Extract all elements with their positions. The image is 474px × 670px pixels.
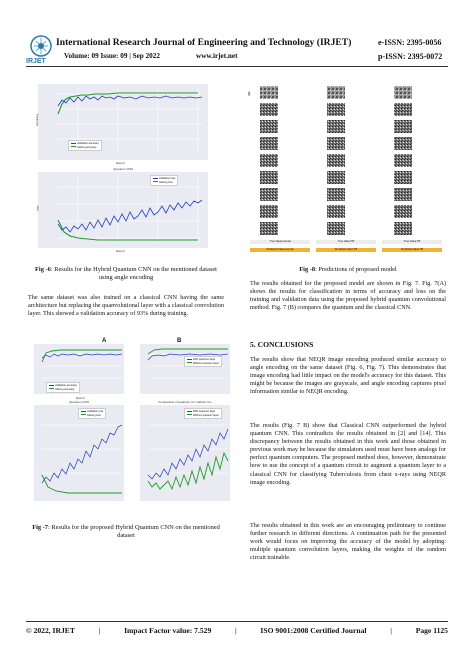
- website: www.irjet.net: [196, 52, 238, 60]
- fig7b-loss-title: Comparison of quantum cnn without cnn: [158, 400, 212, 404]
- fig8-pred-label-2: Predicted Value:TB: [316, 248, 376, 252]
- fig7a-loss-legend: [78, 408, 106, 419]
- fig8-grid-svg: [248, 84, 444, 260]
- fig7a-loss-plot: [34, 405, 124, 501]
- fig7a-loss-legend-val: validation loss: [87, 410, 104, 413]
- volume-info: Volume: 09 Issue: 09 | Sep 2022: [64, 52, 160, 60]
- footer-impact: Impact Factor value: 7.529: [124, 626, 212, 635]
- irjet-logo-icon: [29, 34, 53, 60]
- fig7a-acc-legend-train: training accuracy: [55, 387, 75, 391]
- fig7a-acc-legend-val: validation accuracy: [55, 384, 78, 387]
- fig6-loss-title: Quantum CNN: [113, 167, 133, 171]
- fig8-pred-label-3: Predicted Value:TB: [382, 248, 442, 252]
- fig6-loss-legend: [150, 175, 178, 186]
- fig8-caption-label: Fig -8: [299, 266, 316, 273]
- svg-text:Qbit: Qbit: [248, 91, 251, 96]
- left-paragraph: The same dataset was also trained on a classical CNN having the same architecture but replacing the quanvolutional layer with a classical convolution layer. This showed a validation accuracy of 93% during training.: [28, 294, 224, 318]
- fig7-caption-label: Fig -7: [32, 524, 48, 531]
- fig8-image-tiles: [260, 86, 412, 235]
- footer-sep-2: |: [235, 626, 237, 635]
- fig6-loss-legend-train: training loss: [159, 180, 173, 184]
- fig7-caption-text: : Results for the proposed Hybrid Quantum CNN on the mentioned dataset: [47, 524, 220, 539]
- fig8-true-label-3: True Value:TB: [382, 240, 442, 244]
- fig7b-loss-plot: [140, 405, 230, 501]
- fig6-caption: [28, 266, 224, 282]
- fig6-train-acc-line: [58, 93, 198, 114]
- page-header: [0, 0, 474, 72]
- fig6-train-loss-line: [58, 220, 198, 240]
- fig6-caption-label: Fig -6: [35, 266, 51, 273]
- fig8-true-label-1: True Value:normal: [250, 240, 310, 244]
- fig8-true-label-2: True Value:TB: [316, 240, 376, 244]
- fig6-acc-legend-val: validation accuracy: [77, 142, 100, 145]
- conclusions-heading: 5. CONCLUSIONS: [250, 340, 314, 349]
- fig7b-acc-legend: [184, 356, 222, 367]
- fig6-accuracy-svg: [38, 84, 208, 160]
- fig7-panel-b-label: B: [177, 338, 182, 344]
- fig6-loss-plot: [35, 172, 208, 248]
- fig7b-acc-legend-q: With quantum layer: [193, 358, 216, 361]
- fig7b-accuracy-svg: [140, 344, 230, 394]
- page-footer: [26, 626, 448, 635]
- fig7b-loss-legend-q: With quantum layer: [193, 410, 216, 413]
- fig6-acc-legend-train: training accuracy: [77, 145, 97, 149]
- fig6-loss-xlabel: Epoch: [116, 249, 125, 253]
- fig6-accuracy-plot: [35, 84, 208, 160]
- footer-rule: [26, 621, 448, 622]
- fig6-acc-xlabel: Epoch: [116, 161, 125, 165]
- fig8-pred-label-1: Predicted Value:normal: [250, 248, 310, 252]
- fig7a-acc-xlabel: Epoch: [76, 396, 85, 400]
- fig6-loss-ylabel: loss: [35, 205, 40, 211]
- footer-sep-1: |: [98, 626, 101, 635]
- fig7a-accuracy-plot: [34, 344, 124, 394]
- fig6-loss-legend-val: validation loss: [159, 177, 176, 180]
- fig8-caption: [250, 266, 446, 274]
- journal-title: International Research Journal of Engineering and Technology (IRJET): [56, 37, 352, 48]
- right-para-4: The results obtained in this work are an encouraging preliminary to continue further research in different directions. A continuation path for the presented work would focus on improving the accuracy of the model by adopting: multiple quantum convolution layers, making the weights of the random circuit trainable.: [250, 522, 446, 562]
- fig6-val-acc-line: [58, 96, 202, 106]
- e-issn: e-ISSN: 2395-0056: [378, 38, 442, 47]
- fig7a-acc-legend: [46, 382, 80, 393]
- footer-sep-3: |: [390, 626, 392, 635]
- fig7b-acc-legend-noq: Without quantum layer: [193, 361, 219, 365]
- fig7a-loss-title: Quantum CNN: [69, 400, 89, 404]
- footer-page: Page 1125: [415, 626, 448, 635]
- footer-iso: ISO 9001:2008 Certified Journal: [260, 626, 367, 635]
- fig8-caption-text: : Predictions of proposed model: [315, 266, 397, 273]
- fig7-caption: [28, 524, 224, 540]
- fig7a-loss-legend-train: training loss: [87, 413, 101, 417]
- logo-text: IRJET: [26, 58, 46, 65]
- fig7b-loss-legend-noq: Without quantum layer: [193, 413, 219, 417]
- header-rule: [26, 66, 448, 67]
- fig7b-loss-legend: [184, 408, 222, 419]
- fig6-acc-ylabel: Accuracy: [35, 113, 40, 127]
- fig8-predictions-grid: [248, 84, 444, 260]
- right-para-2: The results show that NEQR image encoding produced similar accuracy to angle encoding on the same dataset (Fig. 6, Fig. 7). This demonstrates that image encoding had little impact on the model's accuracy for this dataset. This might be because the images are grayscale, and angle encoding captures pixel information similar to NEQR encoding.: [250, 356, 446, 396]
- fig7-panel-a-label: A: [102, 338, 107, 344]
- right-para-1: The results obtained for the proposed model are shown in Fig. 7. Fig. 7(A) shows the results for classification in terms of accuracy and loss on the training and validation data using the proposed hybrid quantum convolutional method. Fig. 7 (B) compares the quantum and the classical CNN.: [250, 280, 446, 312]
- fig6-acc-legend: [68, 140, 102, 151]
- fig7a-loss-svg: [34, 405, 124, 501]
- fig7b-loss-svg: [140, 405, 230, 501]
- p-issn: p-ISSN: 2395-0072: [378, 52, 443, 61]
- right-para-3: The results (Fig. 7 B) show that Classical CNN outperformed the hybrid quantum CNN. This contradicts the results obtained in [2] and [14]. This discrepancy between the results obtained in this work and those obtained in previous work may be because the simulators used must have been analogs for perfect quantum computers. The proposed method does, however, demonstrate how to use the concept of a quantum circuit to augment a quantum layer to a classical CNN for classifying Tuberculosis from chest x-rays using NEQR image encoding.: [250, 422, 446, 486]
- fig7b-accuracy-plot: [140, 344, 230, 394]
- footer-copyright: © 2022, IRJET: [26, 626, 75, 635]
- fig6-val-loss-line: [58, 200, 202, 232]
- fig6-caption-text: : Results for the Hybrid Quantum CNN on the mentioned dataset using angle encoding: [50, 266, 217, 281]
